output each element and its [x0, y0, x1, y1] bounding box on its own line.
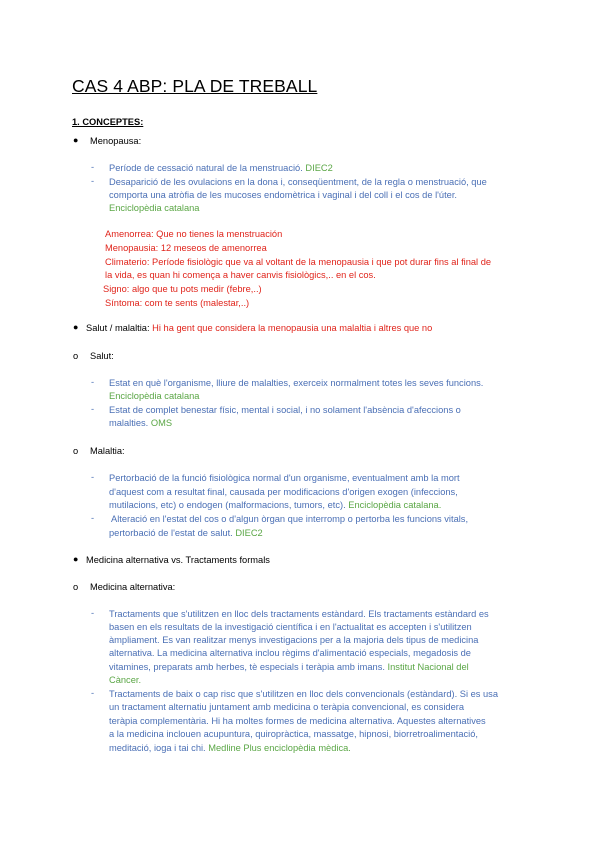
circle-bullet-icon: o	[73, 446, 79, 456]
medalt-def-1-l4: alternativa. La medicina alternativa inclou règims d'alimentació especials, megadosis de	[109, 648, 471, 658]
note-menopausia: Menopausia: 12 meseos de amenorrea	[105, 243, 267, 253]
medalt-def-1-l2: basen en els resultats de la investigació científica i en l'actualitat es accepten i s'utilitzen	[109, 622, 472, 632]
dash-icon: -	[91, 513, 95, 523]
medalt-def-2-l4: a la medicina inclouen acupuntura, quiropràctica, massatge, hipnosi, biorretroalimentació,	[109, 729, 478, 739]
dash-icon: -	[91, 162, 95, 172]
heading-salut: Salut:	[90, 351, 114, 361]
menopausa-def-2-l2: comporta una atròfia de les mucoses endomètrica i vaginal i del coll i el cos de l'úter.	[109, 190, 458, 200]
medalt-def-1-l3: àmpliament. Es van realitzar menys investigacions per a la majoria dels tipus de medicina	[109, 635, 479, 645]
note-salut-malaltia: Hi ha gent que considera la menopausia una malaltia i altres que no	[152, 323, 433, 333]
bullet-icon: ●	[73, 322, 79, 332]
medalt-def-2-l5: meditació, ioga i tai chi. Medline Plus enciclopèdia mèdica.	[109, 743, 351, 753]
heading-menopausa: Menopausa:	[90, 136, 142, 146]
note-climaterio-l1: Climaterio: Període fisiològic que va al voltant de la menopausia i que pot durar fins al final de	[105, 257, 492, 267]
dash-icon: -	[91, 472, 95, 482]
note-amenorrea: Amenorrea: Que no tienes la menstruación	[105, 229, 283, 239]
note-climaterio-l2: la vida, es quan hi comença a haver canvis fisiològics,.. en el cos.	[105, 270, 376, 280]
menopausa-def-1: Període de cessació natural de la menstruació. DIEC2	[109, 163, 333, 173]
dash-icon: -	[91, 404, 95, 414]
salut-def-2-l2: malalties. OMS	[109, 418, 173, 428]
document-title: CAS 4 ABP: PLA DE TREBALL	[72, 76, 318, 96]
source-institut-cancer: Institut Nacional del	[387, 662, 469, 672]
salut-def-2-l1: Estat de complet benestar físic, mental i social, i no solament l'absència d'afeccions o	[109, 405, 461, 415]
dash-icon: -	[91, 377, 95, 387]
source-enciclopedia: Enciclopèdia catalana.	[348, 500, 442, 510]
source-oms: OMS	[150, 418, 173, 428]
heading-salut-malaltia: Salut / malaltia: Hi ha gent que considera la menopausia una malaltia i altres que no	[86, 323, 433, 333]
dash-icon: -	[91, 608, 95, 618]
source-diec2: DIEC2	[305, 163, 333, 173]
malaltia-def-1-l1: Pertorbació de la funció fisiològica normal d'un organisme, eventualment amb la mort	[109, 473, 460, 483]
malaltia-def-2-l1: Alteració en l'estat del cos o d'algun òrgan que interromp o pertorba les funcions vitals,	[111, 514, 469, 524]
dash-icon: -	[91, 176, 95, 186]
malaltia-def-1-l3: mutilacions, etc) o endogen (malformacions, tumors, etc). Enciclopèdia catalana.	[109, 500, 442, 510]
medalt-def-2-l2: un tractament alternatiu juntament amb medicina o teràpia convencional, es considera	[109, 702, 465, 712]
heading-malaltia: Malaltia:	[90, 446, 125, 456]
bullet-icon: ●	[73, 554, 79, 564]
menopausa-def-2-l1: Desaparició de les ovulacions en la dona i, conseqüentment, de la regla o menstruació, que	[109, 177, 487, 187]
heading-medicina-alternativa: Medicina alternativa:	[90, 582, 176, 592]
medalt-def-2-l1: Tractaments de baix o cap risc que s'utilitzen en lloc dels convencionals (estàndard). Si es usa	[109, 689, 498, 699]
note-signo: Signo: algo que tu pots medir (febre,..)	[103, 284, 262, 294]
medalt-def-2-l3: teràpia complementària. Hi ha moltes formes de medicina alternativa. Aquestes alternatives	[109, 716, 486, 726]
medalt-def-1-l5: vitamines, preparats amb herbes, tè especials i teràpia amb imans. Institut Nacional del	[109, 662, 469, 672]
source-institut-cancer-l2: Càncer.	[109, 675, 142, 685]
source-enciclopedia: Enciclopèdia catalana	[109, 203, 200, 213]
medalt-def-1-l1: Tractaments que s'utilitzen en lloc dels tractaments estàndard. Els tractaments estàndard es	[109, 609, 489, 619]
heading-medicina: Medicina alternativa vs. Tractaments formals	[86, 555, 270, 565]
dash-icon: -	[91, 688, 95, 698]
salut-def-1: Estat en què l'organisme, lliure de malalties, exerceix normalment totes les seves funcions.	[109, 378, 484, 388]
section-heading-conceptes: 1. CONCEPTES:	[72, 117, 144, 127]
circle-bullet-icon: o	[73, 351, 79, 361]
malaltia-def-2-l2: pertorbació de l'estat de salut. DIEC2	[109, 528, 263, 538]
note-sintoma: Síntoma: com te sents (malestar,..)	[105, 298, 250, 308]
circle-bullet-icon: o	[73, 582, 79, 592]
source-diec2: DIEC2	[235, 528, 263, 538]
source-enciclopedia: Enciclopèdia catalana	[109, 391, 200, 401]
source-medline: Medline Plus enciclopèdia mèdica.	[208, 743, 351, 753]
malaltia-def-1-l2: d'aquest com a resultat final, causada per modificacions d'origen exogen (infeccions,	[109, 487, 458, 497]
bullet-icon: ●	[73, 135, 79, 145]
